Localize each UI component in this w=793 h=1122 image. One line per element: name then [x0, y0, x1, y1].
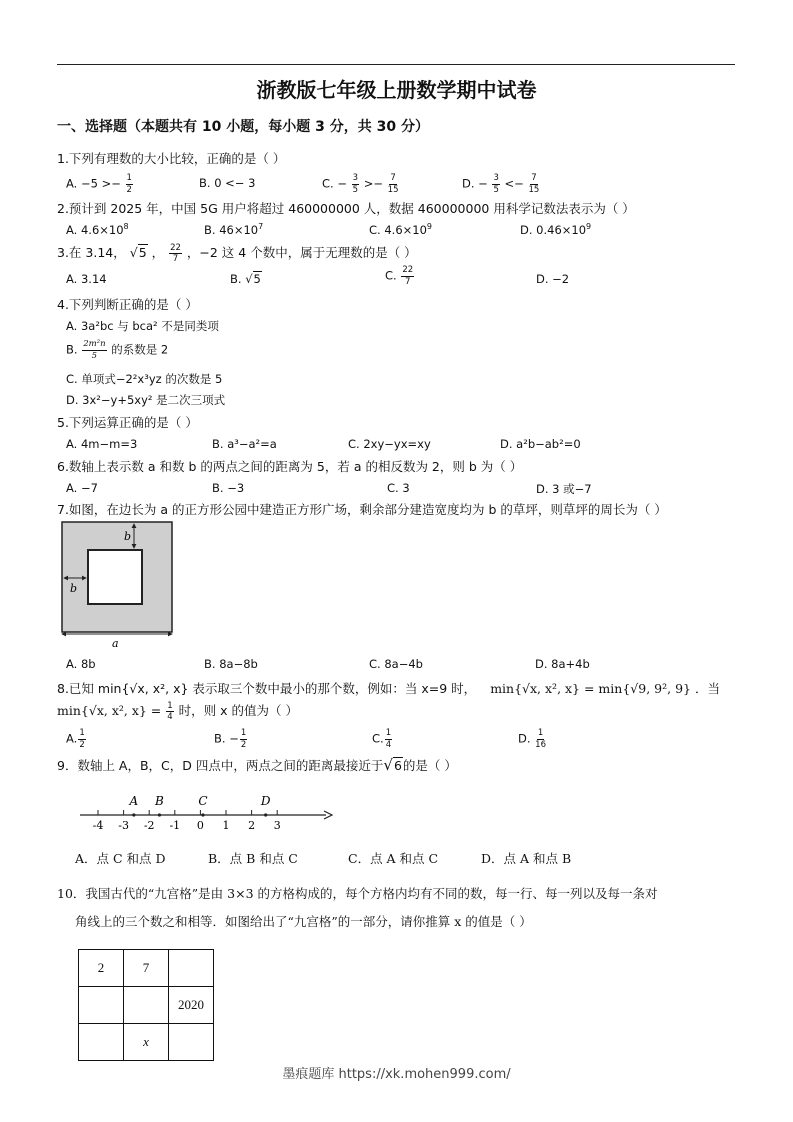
q9-option-a: A．点 C 和点 D	[75, 851, 166, 866]
q7-option-a: A. 8b	[66, 657, 96, 671]
grid-cell	[79, 1024, 124, 1061]
axis-tick-label: -1	[169, 819, 181, 832]
q7-square-figure	[58, 518, 178, 650]
grid-cell	[124, 987, 169, 1024]
point-c	[201, 813, 204, 816]
axis-tick-label: -3	[118, 819, 129, 832]
axis-tick-label: 0	[196, 819, 204, 832]
q9-option-b: B．点 B 和点 C	[208, 851, 298, 866]
q2-option-b: B. $46\times 10^7$	[204, 222, 264, 237]
q4-option-d: D. 3x²−y+5xy² 是二次三项式	[66, 393, 226, 407]
q4-stem: 4.下列判断正确的是（ ）	[57, 297, 198, 312]
label-b-left: b	[70, 582, 78, 595]
q2-option-d: D. $0.46\times 10^9$	[520, 222, 592, 237]
point-b	[158, 813, 161, 816]
grid-cell: 7	[124, 950, 169, 987]
grid-row	[79, 950, 214, 987]
q2-option-a: A. $4.6\times 10^8$	[66, 222, 129, 237]
q8-option-c: C. $\frac{1}{4}$	[372, 728, 392, 750]
grid-cell	[169, 950, 214, 987]
q3-option-c: C. $\frac{22}{7}$	[385, 265, 414, 287]
point-label: D	[260, 794, 271, 808]
page-title: 浙教版七年级上册数学期中试卷	[256, 78, 537, 102]
grid-row	[79, 987, 214, 1024]
q5-option-d: D. a²b−ab²=0	[500, 437, 581, 451]
grid-cell: 2	[79, 950, 124, 987]
q4-option-a: A. 3a²bc 与 bca² 不是同类项	[66, 319, 219, 333]
q9-option-d: D．点 A 和点 B	[481, 851, 572, 866]
q6-option-d: D. 3 或−7	[536, 482, 592, 496]
q1-option-a: A. −5 >− $\frac{1}{2}$	[66, 173, 132, 195]
section-heading: 一、选择题（本题共有 10 小题，每小题 3 分，共 30 分）	[57, 119, 429, 135]
axis-tick-label: -4	[92, 819, 104, 832]
q3-option-d: D. −2	[536, 272, 570, 286]
grid-cell	[79, 987, 124, 1024]
q7-option-c: C. 8a−4b	[369, 657, 423, 671]
q1-option-c: C. − $\frac{3}{5}$ >− $\frac{7}{15}$	[322, 173, 399, 195]
grid-cell	[169, 1024, 214, 1061]
q4-option-c: C. 单项式−2²x³yz 的次数是 5	[66, 372, 223, 386]
q1-stem: 1.下列有理数的大小比较，正确的是（ ）	[57, 151, 286, 166]
axis-tick-label: 3	[273, 819, 281, 832]
top-rule	[57, 64, 735, 65]
q6-option-c: C. 3	[387, 481, 410, 495]
q8-option-d: D. $\frac{1}{16}$	[518, 728, 546, 750]
q8-option-a: A. $\frac{1}{2}$	[66, 728, 85, 750]
q10-line2: 角线上的三个数之和相等．如图给出了“九宫格”的一部分，请你推算 x 的值是（ ）	[75, 914, 532, 929]
q7-stem: 7.如图，在边长为 a 的正方形公园中建造正方形广场，剩余部分建造宽度均为 b 的草坪，则草坪的周长为（ ）	[57, 502, 667, 517]
q9-number-line	[76, 790, 338, 834]
q8-option-b: B. − $\frac{1}{2}$	[214, 728, 247, 750]
point-label: A	[129, 794, 139, 808]
q7-option-b: B. 8a−8b	[204, 657, 258, 671]
point-a	[132, 813, 135, 816]
q2-option-c: C. $4.6\times 10^9$	[369, 222, 432, 237]
grid-cell: 2020	[169, 987, 214, 1024]
q5-option-c: C. 2xy−yx=xy	[348, 437, 431, 451]
plaza-inner-square	[88, 550, 142, 604]
point-label: C	[198, 794, 208, 808]
q7-option-d: D. 8a+4b	[535, 657, 590, 671]
q3-stem: 3.在 3.14， √5 ， $\frac{22}{7}$ ，−2 这 4 个数中，属于无理数的是（ ）	[57, 242, 417, 264]
q6-option-b: B. −3	[212, 481, 245, 495]
q1-option-d: D. − $\frac{3}{5}$ <− $\frac{7}{15}$	[462, 173, 540, 195]
axis-tick-label: 1	[222, 819, 230, 832]
q3-option-a: A. 3.14	[66, 272, 107, 286]
label-a: a	[112, 637, 119, 650]
q5-option-a: A. 4m−m=3	[66, 437, 138, 451]
q10-line1: 10．我国古代的“九宫格”是由 3×3 的方格构成的，每个方格内均有不同的数，每一行、每一列以及每一条对	[57, 886, 658, 901]
axis-tick-label: -2	[143, 819, 155, 832]
q6-option-a: A. −7	[66, 481, 98, 495]
q8-line2: min{√x, x², x} = $\frac{1}{4}$ 时，则 x 的值为（ ）	[57, 700, 298, 722]
grid-cell: x	[124, 1024, 169, 1061]
q5-option-b: B. a³−a²=a	[212, 437, 277, 451]
footer-watermark: 墨痕题库 https://xk.mohen999.com/	[282, 1067, 511, 1082]
q8-line1: 8.已知 min{√x, x², x} 表示取三个数中最小的那个数，例如：当 x=9 时， min{√x, x², x} = min{√9, 9², 9} ．当	[57, 681, 720, 696]
q4-option-b: B. $\frac{\text{2m²n}}{5}$ 的系数是 2	[66, 339, 169, 361]
q3-option-b: B. √5	[230, 272, 261, 286]
axis-tick-label: 2	[248, 819, 256, 832]
q9-stem: 9．数轴上 A，B，C，D 四点中，两点之间的距离最接近于√6的是（ ）	[57, 756, 457, 774]
nine-square-grid	[78, 949, 214, 1061]
q9-option-c: C．点 A 和点 C	[348, 851, 439, 866]
label-b-top: b	[124, 530, 132, 543]
q2-stem: 2.预计到 2025 年，中国 5G 用户将超过 460000000 人，数据 460000000 用科学记数法表示为（ ）	[57, 201, 635, 216]
point-label: B	[155, 794, 164, 808]
q6-stem: 6.数轴上表示数 a 和数 b 的两点之间的距离为 5，若 a 的相反数为 2，则 b 为（ ）	[57, 459, 523, 474]
q5-stem: 5.下列运算正确的是（ ）	[57, 415, 198, 430]
q1-option-b: B. 0 <− 3	[199, 176, 256, 190]
point-d	[264, 813, 267, 816]
grid-row	[79, 1024, 214, 1061]
